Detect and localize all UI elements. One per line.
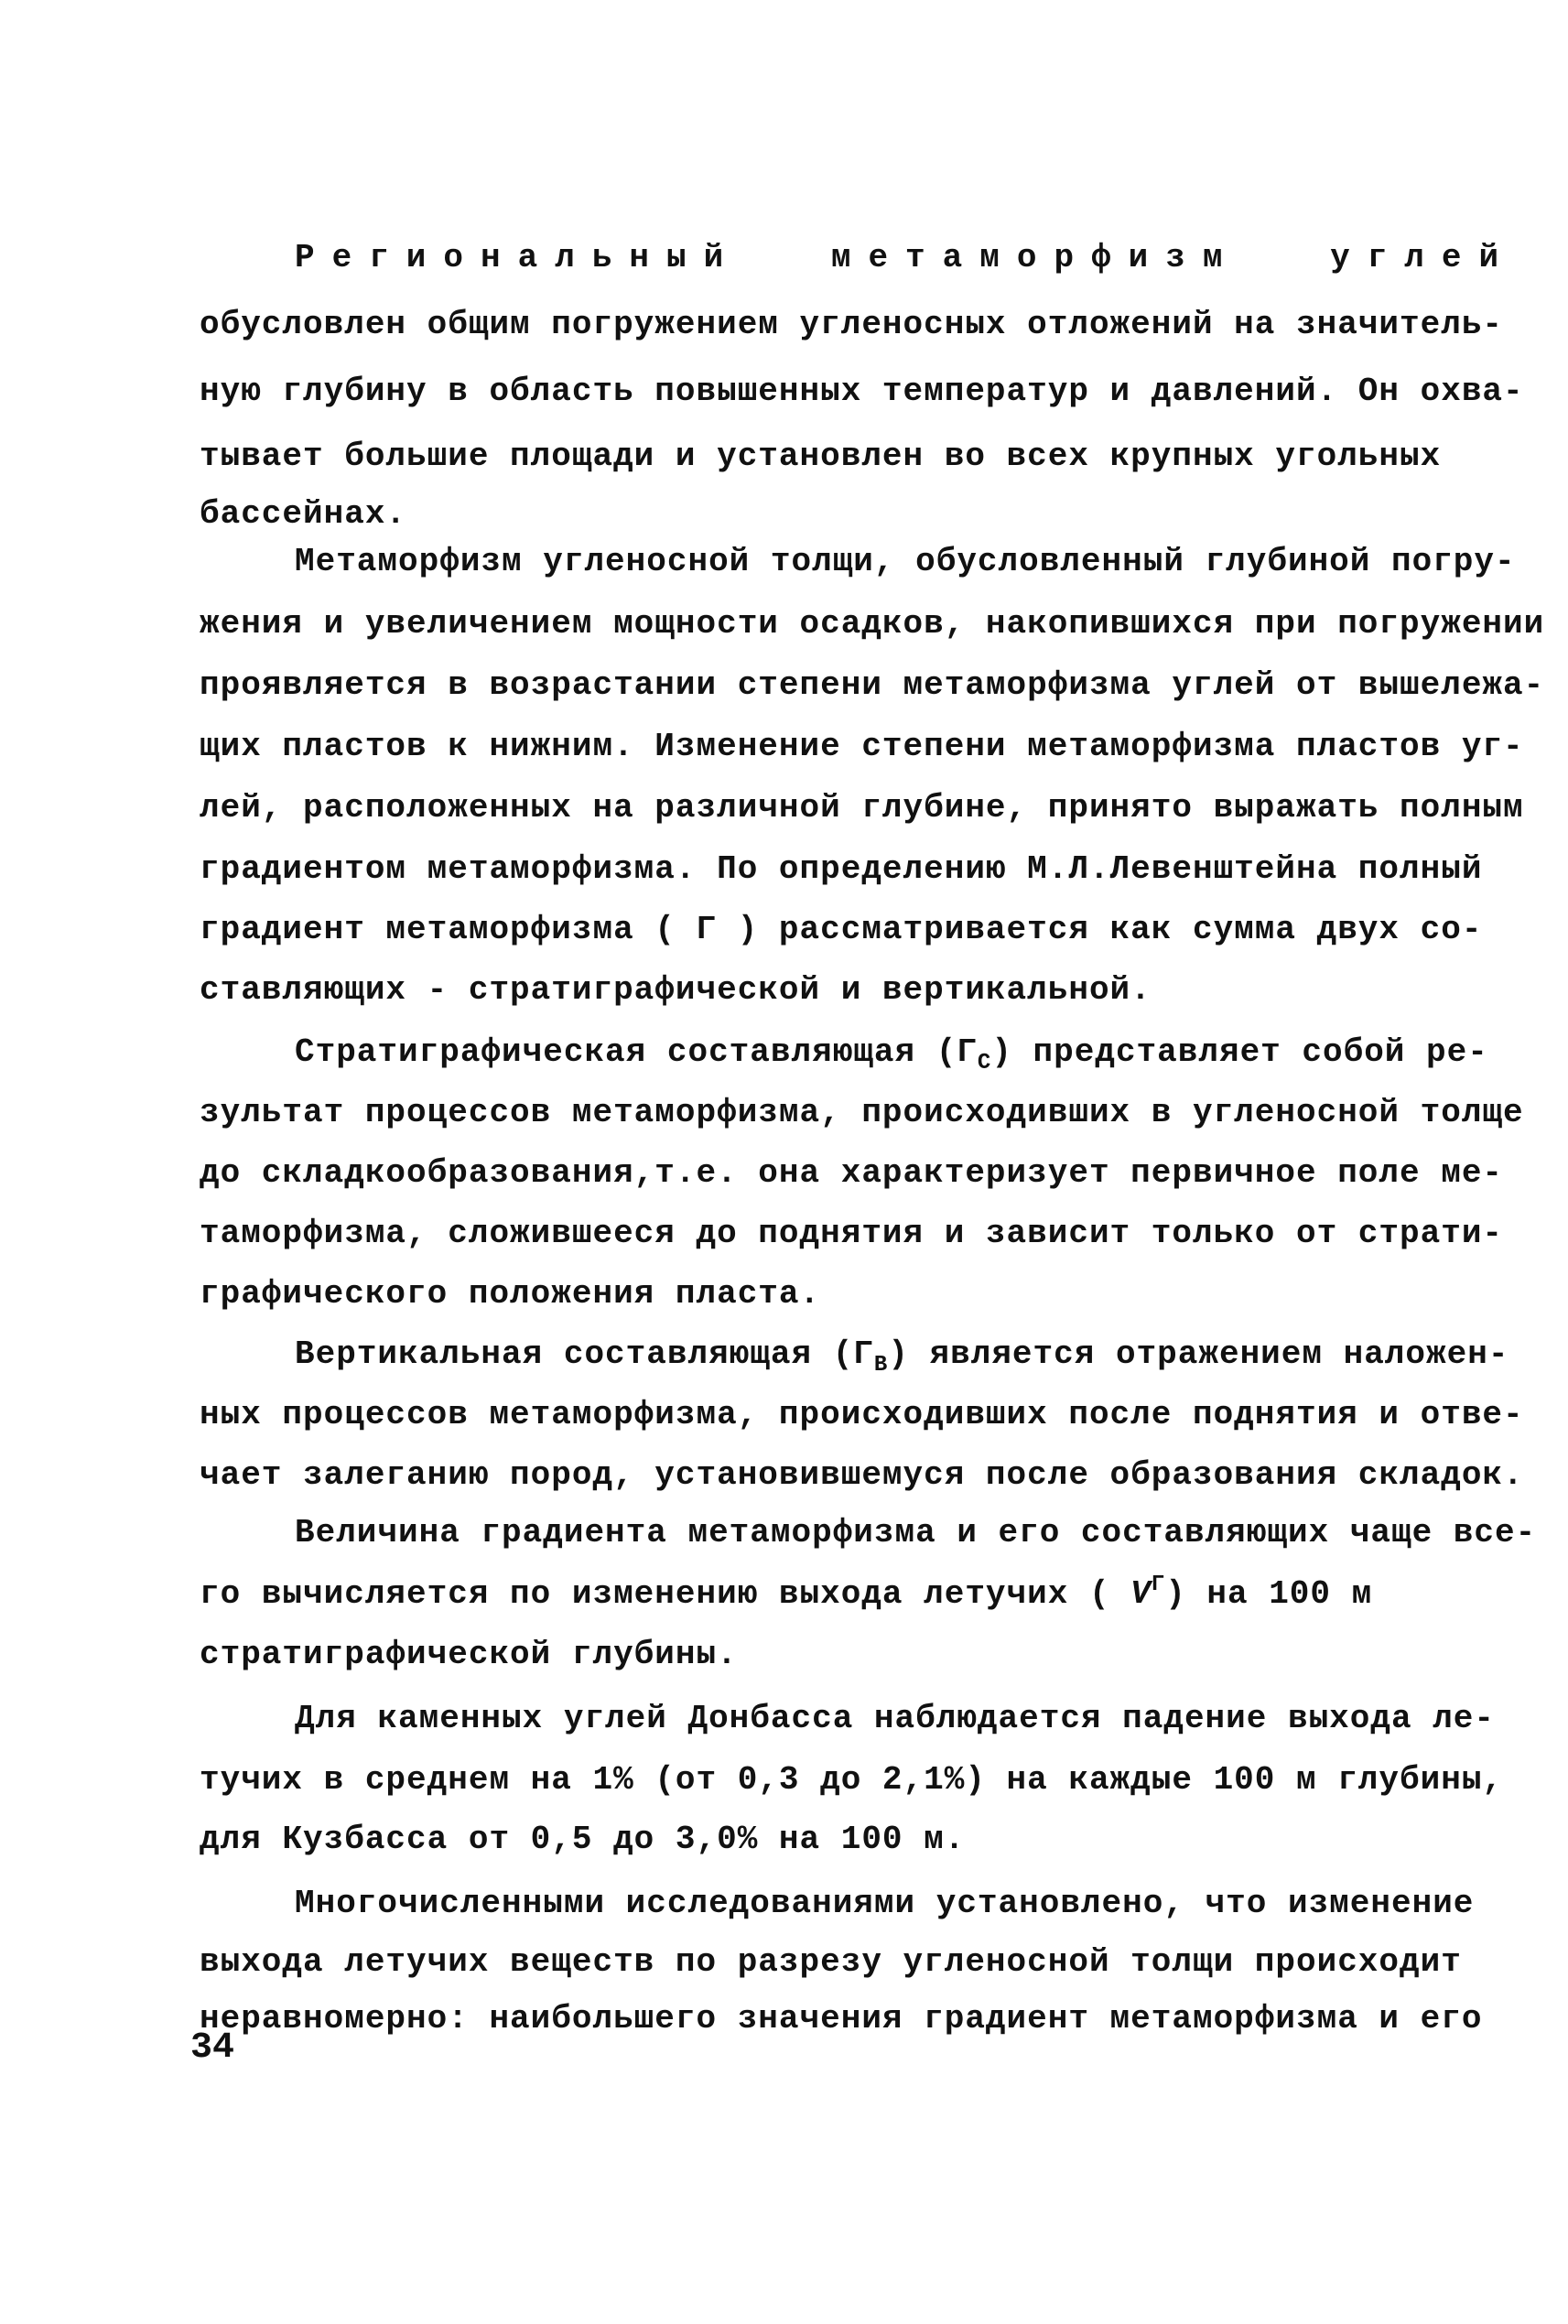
- text-line: Для каменных углей Донбасса наблюдается падение выхода ле-: [295, 1700, 1496, 1737]
- text-line: щих пластов к нижним. Изменение степени метаморфизма пластов уг-: [200, 728, 1524, 765]
- text-line: тывает большие площади и установлен во всех крупных угольных: [200, 438, 1442, 475]
- text-line: Метаморфизм угленосной толщи, обусловленный глубиной погру-: [295, 543, 1516, 580]
- text-segment: ) на 100 м: [1165, 1575, 1373, 1613]
- text-line: выхода летучих веществ по разрезу угленосной толщи происходит: [200, 1943, 1462, 1981]
- text-line: тучих в среднем на 1% (от 0,3 до 2,1%) на каждые 100 м глубины,: [200, 1761, 1504, 1799]
- text-segment: ) представляет собой ре-: [991, 1033, 1488, 1071]
- text-line: [295, 1335, 1509, 1378]
- text-line: чает залеганию пород, установившемуся после образования складок.: [200, 1456, 1524, 1494]
- page-number: 34: [190, 2027, 235, 2069]
- text-line: градиент метаморфизма ( Г ) рассматривается как сумма двух со-: [200, 911, 1483, 948]
- text-line: ных процессов метаморфизма, происходивших после поднятия и отве-: [200, 1396, 1524, 1433]
- text-line: обусловлен общим погружением угленосных отложений на значитель-: [200, 306, 1504, 343]
- text-line: [295, 1033, 1488, 1076]
- text-line: ставляющих - стратиграфической и вертикальной.: [200, 971, 1152, 1009]
- subscript: В: [873, 1353, 889, 1378]
- text-line: стратиграфической глубины.: [200, 1636, 738, 1673]
- text-line: неравномерно: наибольшего значения градиент метаморфизма и его: [200, 2000, 1483, 2038]
- text-line: таморфизма, сложившееся до поднятия и зависит только от страти-: [200, 1215, 1504, 1252]
- text-segment: Вертикальная составляющая (Г: [295, 1335, 874, 1373]
- text-line: Региональный метаморфизм углей: [295, 239, 1517, 276]
- text-line: до складкообразования,т.е. она характеризует первичное поле ме-: [200, 1154, 1504, 1192]
- text-line: градиентом метаморфизма. По определению М.Л.Левенштейна полный: [200, 850, 1483, 888]
- text-line: проявляется в возрастании степени метаморфизма углей от вышележа-: [200, 666, 1545, 704]
- text-line: Величина градиента метаморфизма и его составляющих чаще все-: [295, 1514, 1537, 1551]
- superscript: Г: [1151, 1573, 1166, 1597]
- subscript: С: [977, 1051, 992, 1076]
- text-line: Многочисленными исследованиями установлено, что изменение: [295, 1885, 1475, 1922]
- text-line: [200, 1573, 1390, 1616]
- text-line: жения и увеличением мощности осадков, накопившихся при погружении: [200, 605, 1545, 643]
- text-line: зультат процессов метаморфизма, происходивших в угленосной толще: [200, 1094, 1524, 1131]
- text-line: для Кузбасса от 0,5 до 3,0% на 100 м.: [200, 1821, 966, 1858]
- text-segment: ) является отражением наложен-: [888, 1335, 1509, 1373]
- text-segment: Стратиграфическая составляющая (Г: [295, 1033, 978, 1071]
- text-line: графического положения пласта.: [200, 1275, 821, 1313]
- text-line: лей, расположенных на различной глубине, принято выражать полным: [200, 789, 1524, 827]
- text-segment: го вычисляется по изменению выхода летучих (: [200, 1575, 1131, 1613]
- volatile-symbol: V: [1130, 1575, 1152, 1613]
- text-line: бассейнах.: [200, 495, 407, 533]
- text-line: ную глубину в область повышенных температур и давлений. Он охва-: [200, 373, 1524, 410]
